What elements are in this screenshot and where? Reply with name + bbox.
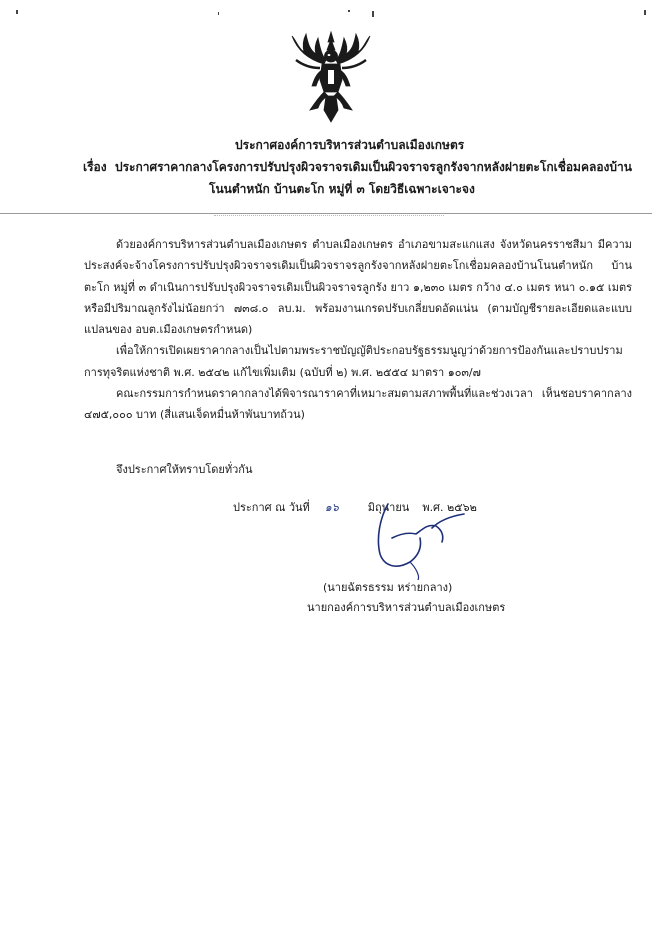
signature-icon <box>367 498 470 580</box>
subject-label: เรื่อง <box>83 160 107 174</box>
paragraph-1: ด้วยองค์การบริหารส่วนตำบลเมืองเกษตร ตำบลเมืองเกษตร อำเภอขามสะแกแสง จังหวัดนครราชสีมา มีความประสงค์จะจ้างโครงการปรับปรุงผิวจราจรเดิมเป็นผิวจราจรลูกรังจากหลังฝายตะโกเชื่อมคลองบ้านโนนตำหนัก บ้านตะโก หมู่ที่ ๓ ดำเนินการปรับปรุงผิวจราจรเดิมเป็นผิวจราจรลูกรัง ยาว ๑,๒๓๐ เมตร กว้าง ๔.๐ เมตร หนา ๐.๑๕ เมตร หรือมีปริมาณลูกรังไม่น้อยกว่า ๗๓๘.๐ ลบ.ม. พร้อมงานเกรดปรับเกลี่ยบดอัดแน่น (ตามบัญชีรายละเอียดและแบบแปลนของ อบต.เมืองเกษตรกำหนด) <box>84 238 632 337</box>
divider <box>0 213 652 214</box>
date-day: ๑๖ <box>324 501 339 514</box>
signer-position: นายกองค์การบริหารส่วนตำบลเมืองเกษตร <box>307 601 506 614</box>
date-year: ๒๕๖๒ <box>447 501 477 514</box>
paragraph-3: คณะกรรมการกำหนดราคากลางได้พิจารณาราคาที่เหมาะสมตามสภาพพื้นที่และช่วงเวลา เห็นชอบราคากลาง ๔๗๕,๐๐๐ บาท (สี่แสนเจ็ดหมื่นห้าพันบาทถ้วน) <box>84 387 632 422</box>
document-title: ประกาศองค์การบริหารส่วนตำบลเมืองเกษตร <box>235 138 465 152</box>
garuda-emblem-icon <box>288 30 374 124</box>
subject-continuation: โนนตำหนัก บ้านตะโก หมู่ที่ ๓ โดยวิธีเฉพาะเจาะจง <box>209 182 475 196</box>
subject-line <box>83 158 632 177</box>
signer-name: (นายฉัตรธรรม หร่ายกลาง) <box>323 581 453 594</box>
divider-dotted <box>214 215 444 216</box>
announcement: จึงประกาศให้ทราบโดยทั่วกัน <box>116 463 253 476</box>
paragraph-2: เพื่อให้การเปิดเผยราคากลางเป็นไปตามพระราชบัญญัติประกอบรัฐธรรมนูญว่าด้วยการป้องกันและปราบปรามการทุจริตแห่งชาติ พ.ศ. ๒๕๔๒ แก้ไขเพิ่มเติม (ฉบับที่ ๒) พ.ศ. ๒๕๕๔ มาตรา ๑๐๓/๗ <box>84 344 623 379</box>
date-month: มิถุนายน <box>367 501 410 514</box>
date-year-label: พ.ศ. <box>422 501 444 514</box>
subject-text: ประกาศราคากลางโครงการปรับปรุงผิวจราจรเดิมเป็นผิวจราจรลูกรังจากหลังฝายตะโกเชื่อมคลองบ้าน <box>114 160 632 174</box>
date-prefix: ประกาศ ณ วันที่ <box>233 501 310 514</box>
body-text <box>84 234 632 426</box>
